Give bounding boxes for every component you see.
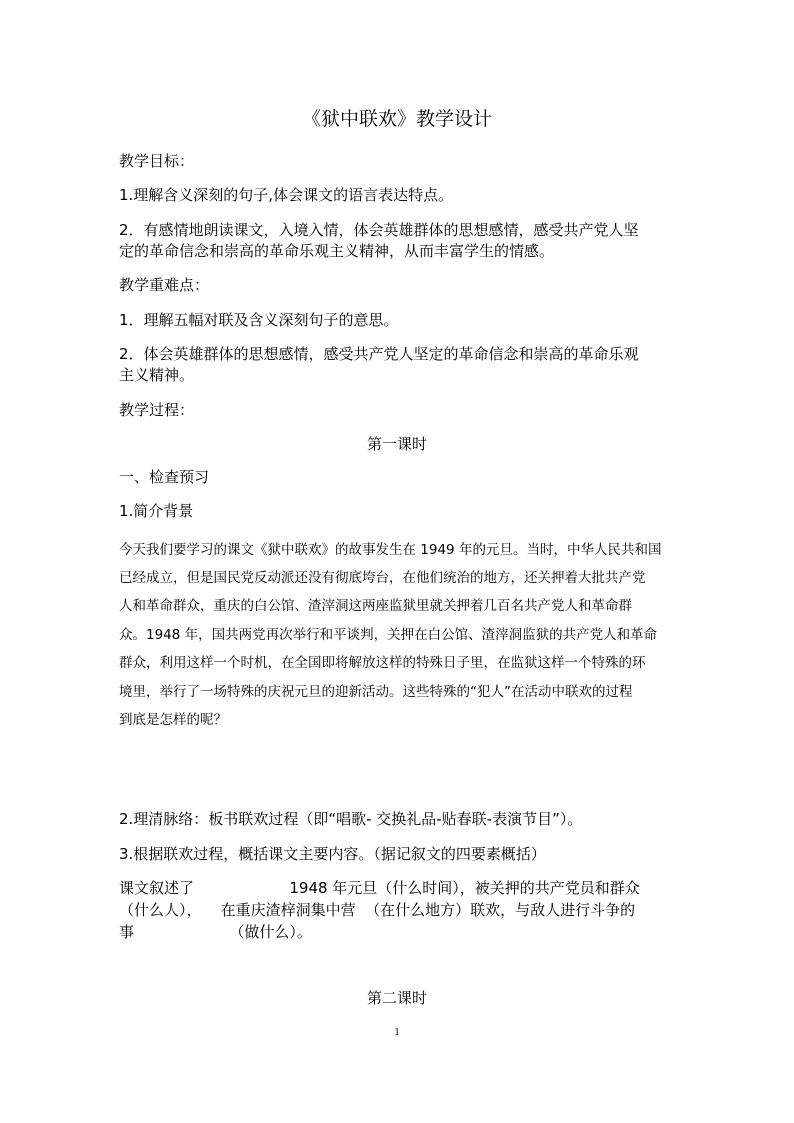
background-line: 今天我们要学习的课文《狱中联欢》的故事发生在 1949 年的元旦。当时，中华人民共和国 bbox=[119, 542, 662, 558]
goal-2-line-1: 2．有感情地朗读课文，入境入情，体会英雄群体的思想感情，感受共产党人坚 bbox=[119, 221, 639, 239]
page-number: 1 bbox=[394, 1026, 400, 1038]
subsection-1-heading: 1.简介背景 bbox=[119, 502, 194, 520]
process-heading: 教学过程： bbox=[119, 401, 195, 419]
lesson-2-heading: 第二课时 bbox=[366, 989, 427, 1007]
background-line: 人和革命群众，重庆的白公馆、渣滓洞这两座监狱里就关押着几百名共产党人和革命群 bbox=[119, 598, 632, 614]
key-points-heading: 教学重难点： bbox=[119, 276, 210, 294]
background-line: 境里，举行了一场特殊的庆祝元旦的迎新活动。这些特殊的“犯人”在活动中联欢的过程 bbox=[119, 684, 633, 700]
key-point-2-line-2: 主义精神。 bbox=[119, 366, 195, 384]
background-line: 到底是怎样的呢？ bbox=[119, 712, 227, 728]
background-line: 众。1948 年，国共两党再次举行和平谈判，关押在白公馆、渣滓洞监狱的共产党人和革命 bbox=[119, 627, 658, 643]
summary-line-1: 课文叙述了 1948 年元旦（什么时间），被关押的共产党员和群众 bbox=[119, 879, 640, 897]
key-point-2-line-1: 2．体会英雄群体的思想感情，感受共产党人坚定的革命信念和崇高的革命乐观 bbox=[119, 345, 639, 363]
goal-1: 1.理解含义深刻的句子,体会课文的语言表达特点。 bbox=[119, 186, 454, 204]
summary-line-3: 事 （做什么）。 bbox=[119, 923, 312, 941]
background-line: 群众，利用这样一个时机，在全国即将解放这样的特殊日子里，在监狱这样一个特殊的环 bbox=[119, 655, 646, 671]
goals-heading: 教学目标： bbox=[119, 152, 195, 170]
background-line: 已经成立，但是国民党反动派还没有彻底垮台，在他们统治的地方，还关押着大批共产党 bbox=[119, 570, 646, 586]
document-title: 《狱中联欢》教学设计 bbox=[301, 108, 492, 130]
section-1-heading: 一、检查预习 bbox=[119, 468, 210, 486]
subsection-3-heading: 3.根据联欢过程，概括课文主要内容。（据记叙文的四要素概括） bbox=[119, 845, 546, 863]
lesson-1-heading: 第一课时 bbox=[366, 435, 427, 453]
goal-2-line-2: 定的革命信念和崇高的革命乐观主义精神，从而丰富学生的情感。 bbox=[119, 242, 555, 260]
subsection-2-heading: 2.理清脉络：板书联欢过程（即“唱歌- 交换礼品-贴春联-表演节目”）。 bbox=[119, 810, 583, 828]
key-point-1: 1．理解五幅对联及含义深刻句子的意思。 bbox=[119, 311, 399, 329]
summary-line-2: （什么人）， 在重庆渣梓洞集中营 （在什么地方）联欢，与敌人进行斗争的 bbox=[119, 901, 636, 919]
